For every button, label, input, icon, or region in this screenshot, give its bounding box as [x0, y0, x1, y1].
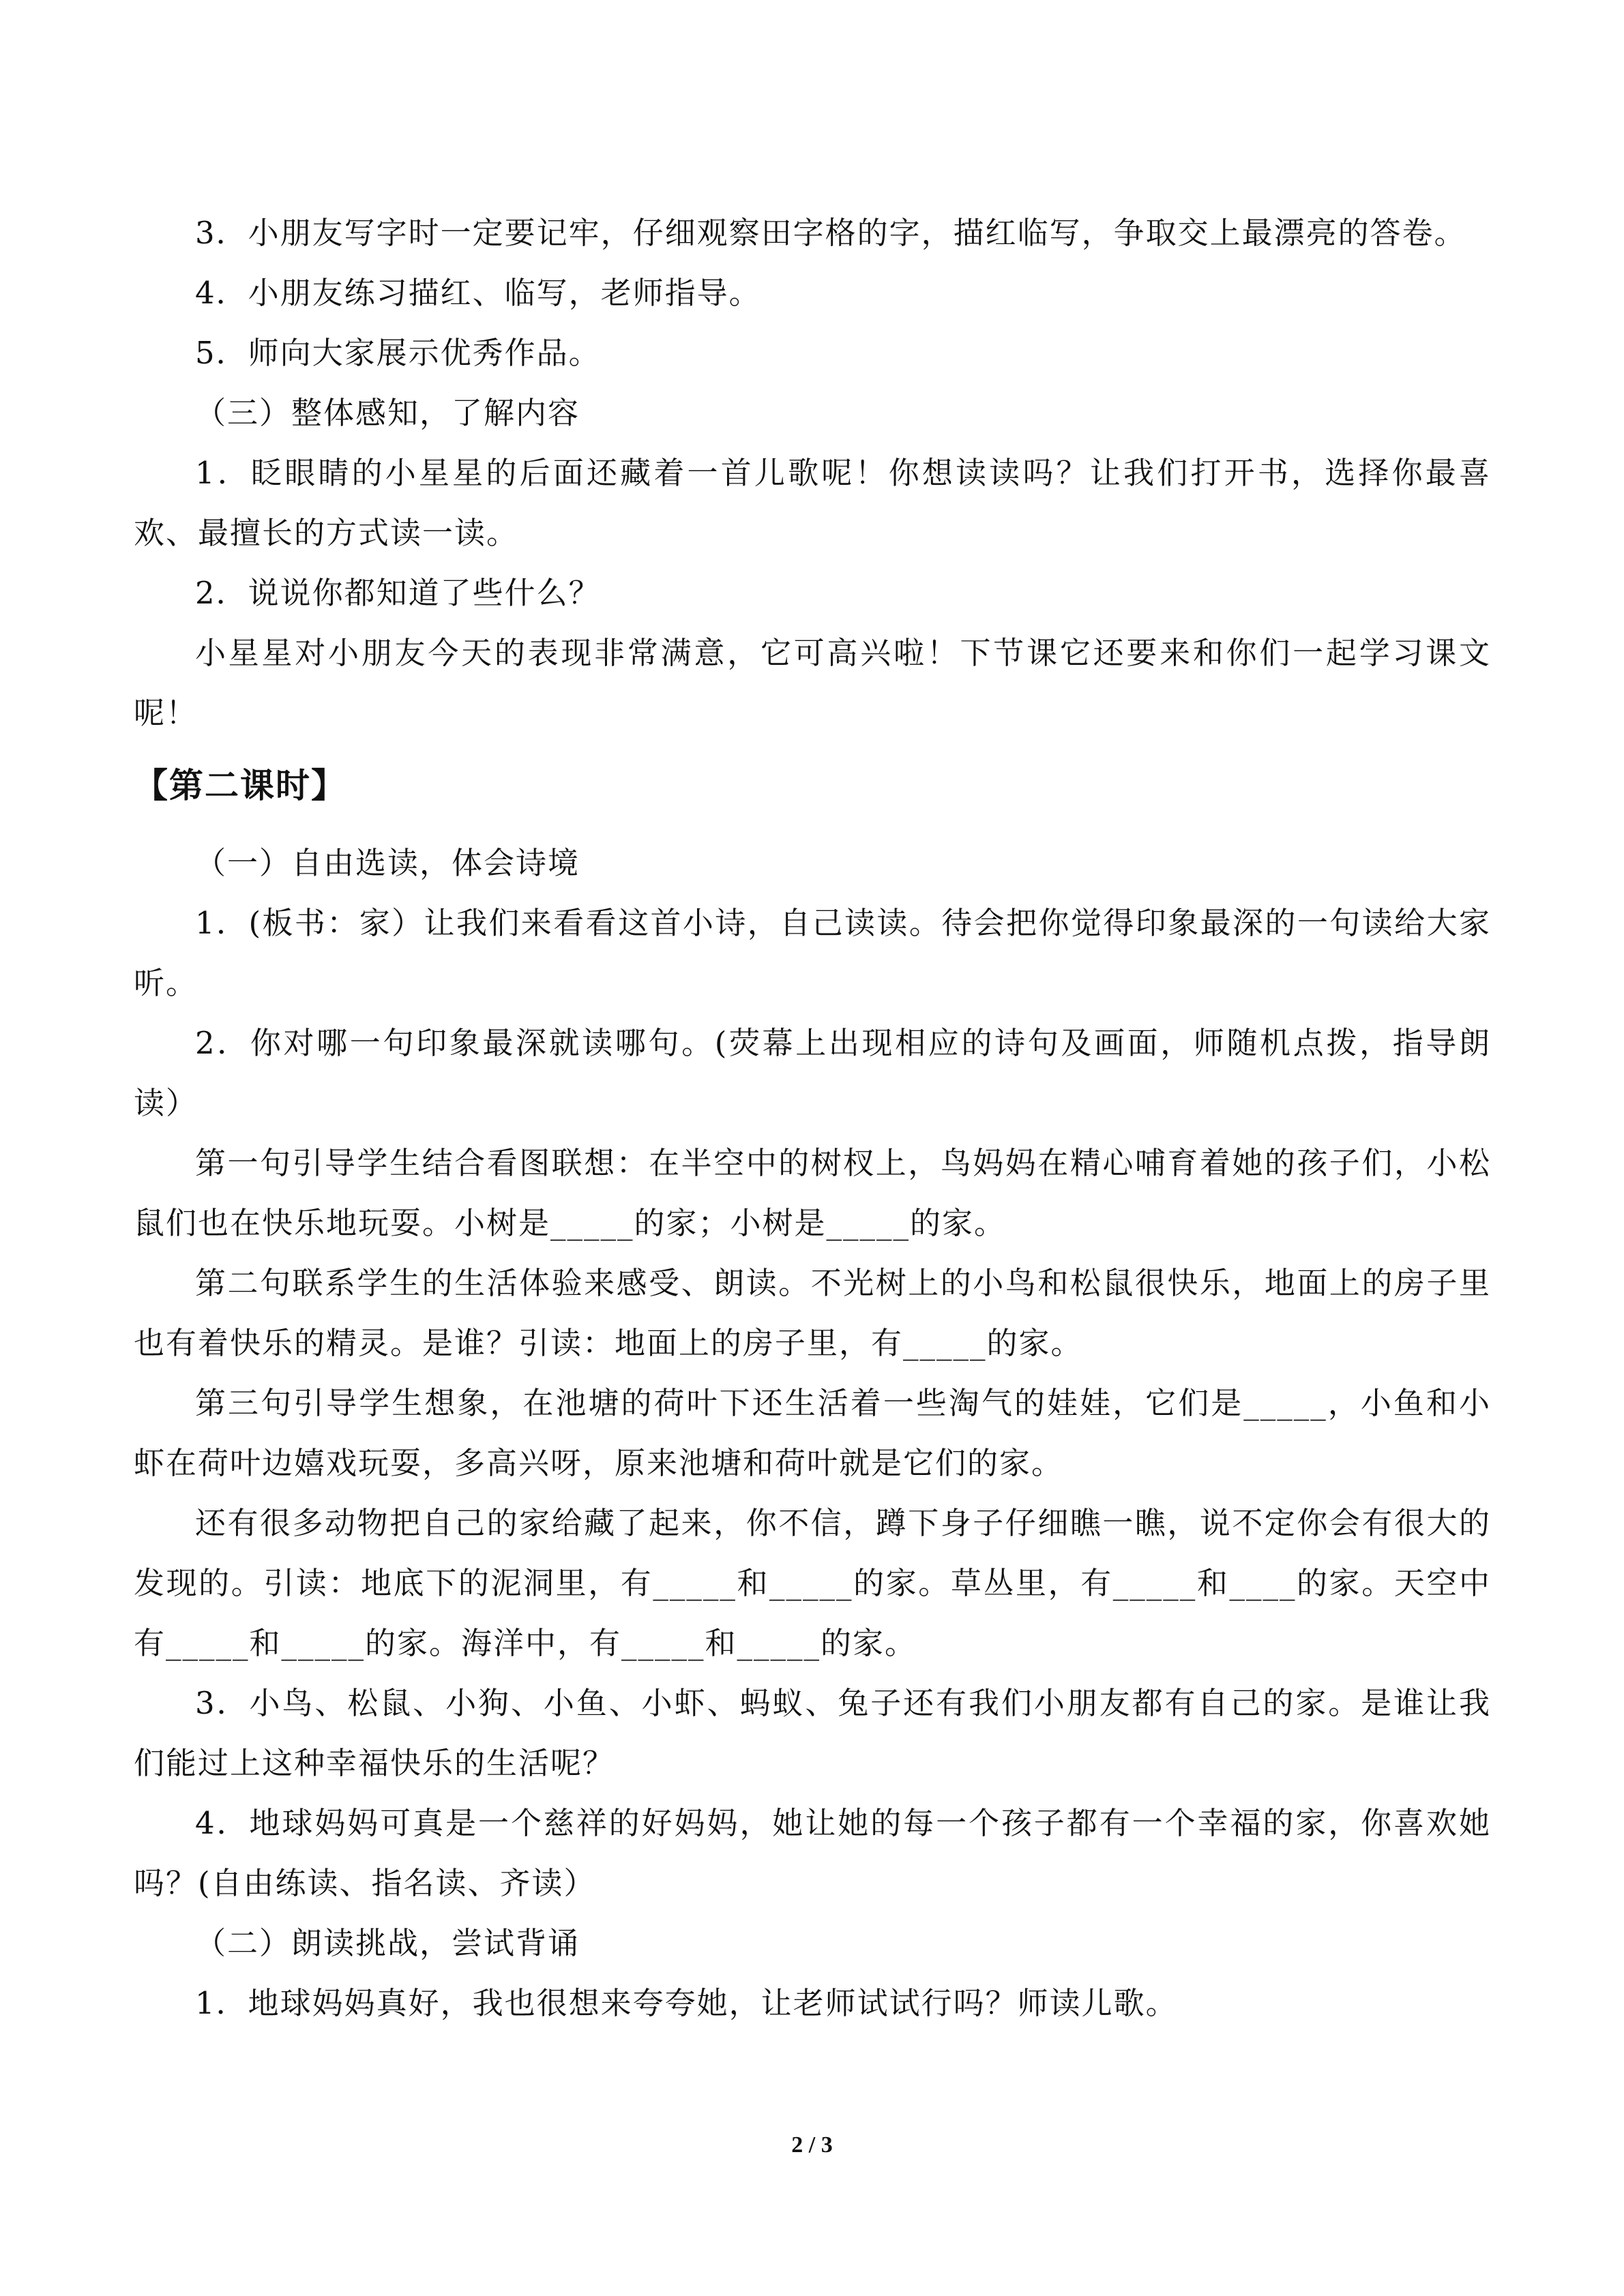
paragraph: 1．(板书：家）让我们来看看这首小诗，自己读读。待会把你觉得印象最深的一句读给大家听。: [134, 905, 1491, 1001]
paragraph: 小星星对小朋友今天的表现非常满意，它可高兴啦！下节课它还要来和你们一起学习课文呢！: [134, 635, 1491, 731]
paragraph: 2．说说你都知道了些什么？: [195, 575, 601, 611]
subsection-heading: （二）朗读挑战，尝试背诵: [195, 1925, 580, 1961]
paragraph: 第三句引导学生想象，在池塘的荷叶下还生活着一些淘气的娃娃，它们是_____，小鱼和小虾在荷叶边嬉戏玩耍，多高兴呀，原来池塘和荷叶就是它们的家。: [134, 1385, 1491, 1481]
subsection-heading: （三）整体感知，了解内容: [195, 395, 580, 431]
paragraph: 3．小鸟、松鼠、小狗、小鱼、小虾、蚂蚁、兔子还有我们小朋友都有自己的家。是谁让我们能过上这种幸福快乐的生活呢？: [134, 1685, 1491, 1781]
paragraph: 1．眨眼睛的小星星的后面还藏着一首儿歌呢！你想读读吗？让我们打开书，选择你最喜欢、最擅长的方式读一读。: [134, 455, 1491, 551]
paragraph: 4．地球妈妈可真是一个慈祥的好妈妈，她让她的每一个孩子都有一个幸福的家，你喜欢她吗？(自由练读、指名读、齐读）: [134, 1805, 1491, 1901]
paragraph: 第一句引导学生结合看图联想：在半空中的树杈上，鸟妈妈在精心哺育着她的孩子们，小松鼠们也在快乐地玩耍。小树是_____的家；小树是_____的家。: [134, 1145, 1491, 1241]
paragraph: 1．地球妈妈真好，我也很想来夸夸她，让老师试试行吗？师读儿歌。: [195, 1985, 1178, 2021]
document-body: [134, 203, 1491, 2033]
paragraph: 第二句联系学生的生活体验来感受、朗读。不光树上的小鸟和松鼠很快乐，地面上的房子里也有着快乐的精灵。是谁？引读：地面上的房子里，有_____的家。: [134, 1265, 1491, 1361]
paragraph: 2．你对哪一句印象最深就读哪句。(荧幕上出现相应的诗句及画面，师随机点拨，指导朗读）: [134, 1025, 1491, 1121]
paragraph: 5．师向大家展示优秀作品。: [195, 335, 601, 371]
paragraph: 还有很多动物把自己的家给藏了起来，你不信，蹲下身子仔细瞧一瞧，说不定你会有很大的发现的。引读：地底下的泥洞里，有_____和_____的家。草丛里，有_____和____的家。天空中有_____和_____的家。海洋中，有_____和_____的家。: [134, 1505, 1491, 1661]
paragraph: 4．小朋友练习描红、临写，老师指导。: [195, 275, 761, 311]
page-number: 2 / 3: [791, 2132, 833, 2158]
subsection-heading: （一）自由选读，体会诗境: [195, 845, 580, 881]
section-heading: 【第二课时】: [134, 766, 346, 805]
paragraph: 3．小朋友写字时一定要记牢，仔细观察田字格的字，描红临写，争取交上最漂亮的答卷。: [195, 215, 1466, 251]
